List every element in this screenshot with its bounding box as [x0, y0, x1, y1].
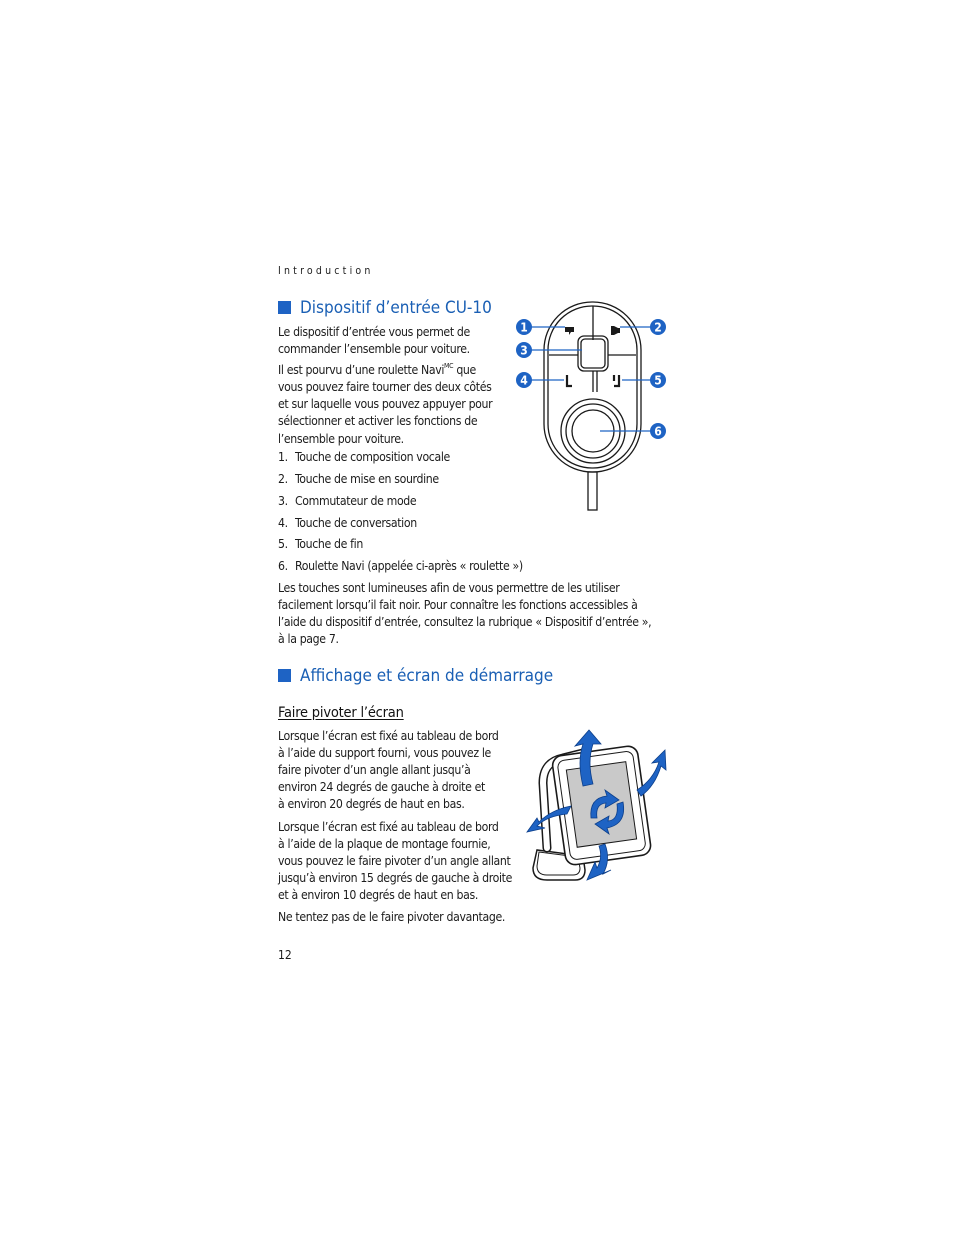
subheading-rotate-screen: Faire pivoter l’écran [278, 705, 404, 721]
list-number: 2. [278, 472, 288, 486]
list-text: Touche de conversation [295, 516, 417, 530]
text-line: Lorsque l’écran est fixé au tableau de bord [278, 820, 499, 834]
text-line: et sur laquelle vous pouvez appuyer pour [278, 397, 493, 412]
trademark-sup: MC [444, 362, 454, 371]
text-line: environ 24 degrés de gauche à droite et [278, 780, 485, 795]
text-line: l’aide du dispositif d’entrée, consultez la rubrique « Dispositif d’entrée », [278, 615, 652, 630]
rotate-right-arrow [637, 750, 666, 796]
text-line: sélectionner et activer les fonctions de [278, 414, 478, 429]
list-text: Touche de composition vocale [295, 450, 450, 464]
intro-paragraph [278, 324, 492, 448]
list-text: Roulette Navi (appelée ci-après « roulette ») [295, 559, 523, 573]
text-line: vous pouvez faire tourner des deux côtés [278, 380, 492, 395]
section-heading-input-device [278, 298, 492, 318]
list-text: Commutateur de mode [295, 494, 417, 508]
rotate-paragraph-1 [278, 728, 499, 813]
text-fragment: que [453, 363, 476, 378]
text-line [278, 358, 492, 379]
text-line: Les touches sont lumineuses afin de vous permettre de les utiliser [278, 581, 620, 595]
text-line: Le dispositif d’entrée vous permet de [278, 325, 470, 339]
text-line: faire pivoter d’un angle allant jusqu’à [278, 763, 471, 778]
section-heading-text: Affichage et écran de démarrage [300, 666, 554, 686]
callout-1 [516, 319, 532, 335]
display-rotation-illustration [525, 728, 670, 883]
text-line: et à environ 10 degrés de haut en bas. [278, 888, 478, 903]
text-line: commander l’ensemble pour voiture. [278, 342, 470, 357]
callout-1-label: 1 [520, 320, 528, 335]
text-line: à l’aide de la plaque de montage fournie, [278, 837, 491, 852]
end-call-icon [614, 375, 619, 386]
text-line: Lorsque l’écran est fixé au tableau de bord [278, 729, 499, 743]
text-line: à l’aide du support fourni, vous pouvez le [278, 746, 491, 761]
list-text: Touche de mise en sourdine [295, 472, 439, 486]
voice-dial-icon [565, 327, 574, 335]
list-item [278, 537, 363, 551]
text-line: vous pouvez le faire pivoter d’un angle allant [278, 854, 511, 869]
mute-icon [611, 326, 620, 335]
list-item [278, 516, 417, 530]
list-item [278, 472, 439, 486]
running-head: Introduction [278, 265, 374, 277]
note-paragraph [278, 580, 651, 648]
callout-6 [650, 423, 666, 439]
callout-2-label: 2 [654, 320, 662, 335]
list-number: 1. [278, 450, 288, 464]
callout-6-label: 6 [654, 424, 662, 439]
list-number: 5. [278, 537, 288, 551]
section-heading-text: Dispositif d’entrée CU-10 [300, 298, 492, 318]
rotate-paragraph-2 [278, 819, 512, 904]
callout-4 [516, 372, 532, 388]
list-text: Touche de fin [295, 537, 363, 551]
text-line: à la page 7. [278, 632, 339, 647]
page-number: 12 [278, 948, 292, 962]
text-line: jusqu’à environ 15 degrés de gauche à droite [278, 871, 513, 886]
heading-square-icon [278, 301, 291, 314]
list-item [278, 494, 416, 508]
callout-2 [650, 319, 666, 335]
text-line: facilement lorsqu’il fait noir. Pour connaître les fonctions accessibles à [278, 598, 638, 613]
callout-3 [516, 342, 532, 358]
list-number: 6. [278, 559, 288, 573]
input-device-illustration [512, 298, 674, 516]
callout-4-label: 4 [520, 373, 528, 388]
call-icon [567, 375, 572, 386]
list-item [278, 559, 523, 573]
callout-5-label: 5 [654, 373, 662, 388]
heading-square-icon [278, 669, 291, 682]
list-number: 3. [278, 494, 288, 508]
callout-5 [650, 372, 666, 388]
text-fragment: Il est pourvu d’une roulette Navi [278, 363, 445, 378]
callout-3-label: 3 [520, 343, 528, 358]
list-number: 4. [278, 516, 288, 530]
text-line: à environ 20 degrés de haut en bas. [278, 797, 465, 812]
section-heading-display [278, 666, 553, 686]
text-line: l’ensemble pour voiture. [278, 431, 404, 446]
rotate-warning: Ne tentez pas de le faire pivoter davantage. [278, 910, 506, 924]
list-item [278, 450, 450, 464]
